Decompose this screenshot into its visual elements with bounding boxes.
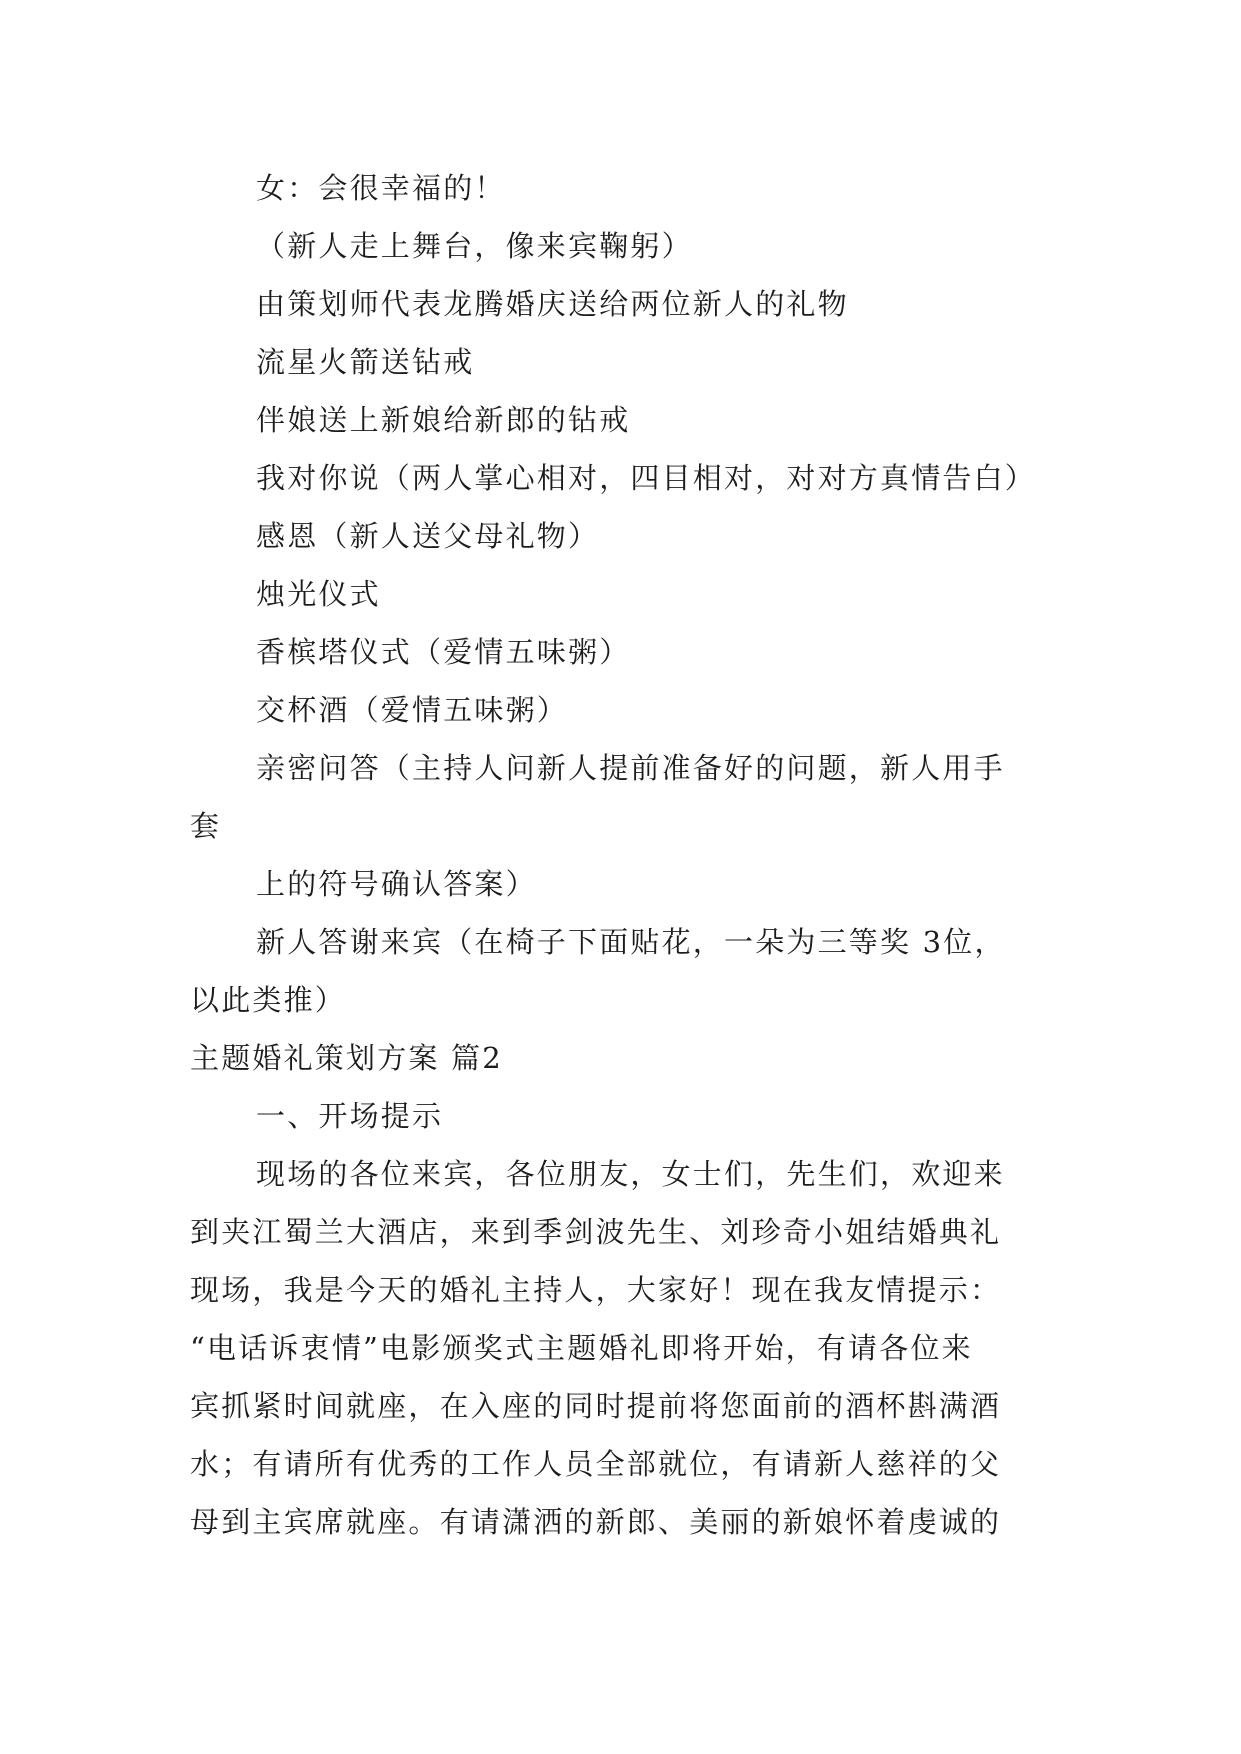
text-line: 母到主宾席就座。有请潇洒的新郎、美丽的新娘怀着虔诚的 bbox=[190, 1505, 1002, 1539]
text-line: 烛光仪式 bbox=[256, 577, 381, 611]
text-line: 感恩（新人送父母礼物） bbox=[256, 519, 600, 553]
text-line: 女：会很幸福的！ bbox=[256, 171, 506, 205]
text-line: 我对你说（两人掌心相对，四目相对，对对方真情告白） bbox=[256, 461, 1037, 495]
text-line: 由策划师代表龙腾婚庆送给两位新人的礼物 bbox=[256, 287, 849, 321]
text-line: 伴娘送上新娘给新郎的钻戒 bbox=[256, 403, 631, 437]
text-line: 水；有请所有优秀的工作人员全部就位，有请新人慈祥的父 bbox=[190, 1447, 1002, 1481]
text-line: 现场的各位来宾，各位朋友，女士们，先生们，欢迎来 bbox=[256, 1157, 1005, 1191]
subsection-heading: 一、开场提示 bbox=[256, 1099, 444, 1133]
text-line: 以此类推） bbox=[190, 983, 347, 1017]
text-line: 上的符号确认答案） bbox=[256, 867, 537, 901]
text-line: 交杯酒（爱情五味粥） bbox=[256, 693, 569, 727]
text-line: （新人走上舞台，像来宾鞠躬） bbox=[256, 229, 693, 263]
text-line: 流星火箭送钻戒 bbox=[256, 345, 475, 379]
text-line: 新人答谢来宾（在椅子下面贴花，一朵为三等奖 3位， bbox=[256, 925, 1006, 959]
section-heading: 主题婚礼策划方案 篇2 bbox=[190, 1041, 503, 1075]
text-line: 亲密问答（主持人问新人提前准备好的问题，新人用手 bbox=[256, 751, 1005, 785]
text-line: 香槟塔仪式（爱情五味粥） bbox=[256, 635, 631, 669]
text-line: 宾抓紧时间就座，在入座的同时提前将您面前的酒杯斟满酒 bbox=[190, 1389, 1002, 1423]
text-line: 到夹江蜀兰大酒店，来到季剑波先生、刘珍奇小姐结婚典礼 bbox=[190, 1215, 1002, 1249]
text-line: 现场，我是今天的婚礼主持人，大家好！现在我友情提示： bbox=[190, 1273, 1002, 1307]
text-line: “电话诉衷情”电影颁奖式主题婚礼即将开始，有请各位来 bbox=[190, 1331, 973, 1365]
text-line: 套 bbox=[190, 809, 222, 843]
